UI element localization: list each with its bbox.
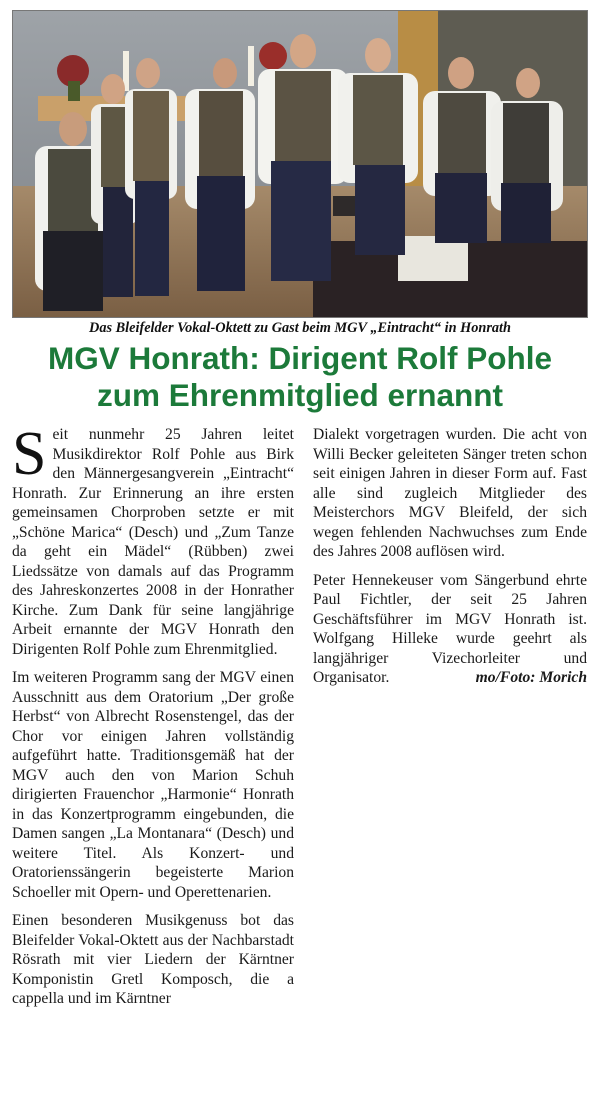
- headline-line-2: zum Ehrenmitglied ernannt: [96, 377, 504, 413]
- article-column-1: [12, 420, 294, 1018]
- headline-line-1: MGV Honrath: Dirigent Rolf Pohle: [48, 340, 552, 376]
- paragraph-1: [12, 420, 294, 659]
- article-photo: [12, 10, 588, 318]
- headline: [6, 340, 594, 414]
- paragraph-5-text: Peter Hennekeuser vom Sängerbund ehrte Paul Fichtler, der seit 25 Jahren Geschäftsführer im MGV Honrath ist. Wolfgang Hilleke wurde geehrt als langjähriger Vizechorleiter und Organisator.: [313, 571, 587, 686]
- drop-cap: S: [12, 420, 47, 488]
- paragraph-4: Dialekt vorgetragen wurden. Die acht von Willi Becker geleiteten Sänger treten schon seit einigen Jahren in dieser Form auf. Fast alle sind zugleich Mitglieder des Meisterchors MGV Bleifeld, der sich wegen fehlenden Nachwuchses zum Ende des Jahres 2008 auflösen wird.: [313, 426, 587, 560]
- paragraph-1-text: eit nunmehr 25 Jahren leitet Musikdirektor Rolf Pohle aus Birk den Männergesangverein „Eintracht“ Honrath. Zur Erinnerung an ihre ersten gemeinsamen Chorproben setzte er mit „Schöne Marica“ (Desch) und „Zum Tanze da geht ein Mädel“ (Rübben) zwei Liedssätze von damals auf das Programm des Jahreskonzertes 2008 in der Honrather Kirche. Zum Dank für seine langjährige Arbeit ernannte der MGV Honrath den Dirigenten Rolf Pohle zum Ehrenmitglied.: [12, 426, 294, 658]
- photo-caption: Das Bleifelder Vokal-Oktett zu Gast beim MGV „Eintracht“ in Honrath: [89, 320, 511, 336]
- paragraph-2: Im weiteren Programm sang der MGV einen Ausschnitt aus dem Oratorium „Der große Herbst“ von Albrecht Rosenstengel, das der Chor vor einigen Jahren vollständig aufgeführt hatte. Traditionsgemäß hat der MGV auch den von Marion Schuh dirigierten Frauenchor „Harmonie“ Honrath in das Konzertprogramm eingebunden, die Damen sangen „La Montanara“ (Desch) und weitere Titel. Als Konzert- und Oratorienssängerin begeisterte Marion Schoeller mit Opern- und Operettenarien.: [12, 669, 294, 901]
- paragraph-3: Einen besonderen Musikgenuss bot das Bleifelder Vokal-Oktett aus der Nachbarstadt Rösrath mit vier Liedern der Kärntner Komponistin Gretl Komposch, die a cappella und im Kärntner: [12, 912, 294, 1007]
- photo-credit: mo/Foto: Morich: [475, 669, 587, 686]
- article-column-2: [313, 425, 587, 697]
- choir-photo-illustration: [13, 11, 587, 317]
- paragraph-5: [313, 571, 587, 688]
